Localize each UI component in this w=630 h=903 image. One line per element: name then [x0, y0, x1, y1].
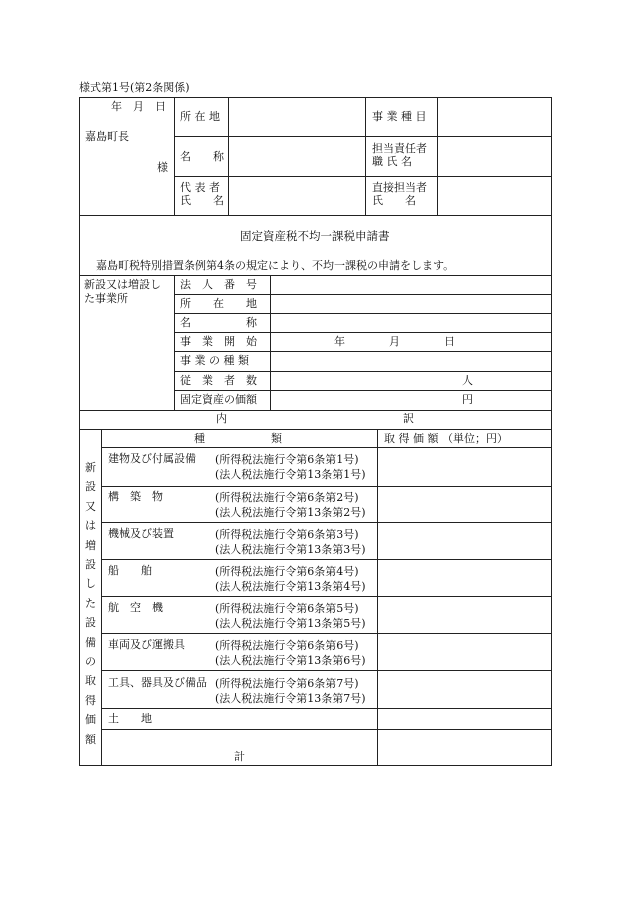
amount-ships-field[interactable] — [378, 560, 551, 596]
amount-total-field[interactable] — [378, 730, 551, 765]
application-title: 固定資産税不均一課税申請書 — [240, 229, 390, 243]
responsible-person-field[interactable] — [438, 137, 551, 176]
office-business-kind-field[interactable] — [271, 352, 551, 371]
line-office-h3 — [174, 332, 552, 333]
breakdown-uchi: 内 — [216, 412, 227, 425]
office-asset-value-unit: 円 — [462, 393, 473, 406]
line-office-bottom — [79, 410, 552, 411]
item-land-name: 土 地 — [108, 712, 152, 725]
office-corporate-number-field[interactable] — [271, 276, 551, 294]
office-address-field[interactable] — [271, 295, 551, 313]
line-office-h6 — [174, 390, 552, 391]
item-structures-refs: (所得税法施行令第6条第2号) (法人税法施行令第13条第2号) — [215, 491, 366, 519]
office-row-name-label: 名 称 — [180, 316, 257, 329]
addressee: 嘉島町長 — [85, 130, 129, 143]
breakdown-amount-header: 取 得 価 額 （単位；円） — [384, 432, 508, 445]
line-header-v1 — [174, 97, 175, 215]
address-field[interactable] — [229, 98, 365, 136]
breakdown-vertical-label: 新 設 又 は 増 設 し た 設 備 の 取 得 価 額 — [85, 461, 96, 746]
office-section-label: 新設又は増設し た事業所 — [84, 278, 161, 305]
item-structures-name: 構 築 物 — [108, 490, 163, 503]
item-ships-refs: (所得税法施行令第6条第4号) (法人税法施行令第13条第4号) — [215, 565, 366, 593]
item-buildings-refs: (所得税法施行令第6条第1号) (法人税法施行令第13条第1号) — [215, 453, 366, 481]
line-uchiwake-bottom — [79, 429, 552, 430]
line-breakdown-v1 — [101, 429, 102, 766]
amount-tools-field[interactable] — [378, 671, 551, 708]
item-ships-name: 船 舶 — [108, 564, 152, 577]
line-header-bottom — [79, 215, 552, 216]
item-vehicles-refs: (所得税法施行令第6条第6号) (法人税法施行令第13条第6号) — [215, 639, 366, 667]
line-right — [551, 97, 552, 766]
amount-buildings-field[interactable] — [378, 448, 551, 486]
amount-structures-field[interactable] — [378, 487, 551, 522]
breakdown-type-header: 種 類 — [194, 432, 282, 445]
application-statement: 嘉島町税特別措置条例第4条の規定により、不均一課税の申請をします。 — [96, 259, 455, 272]
office-start-date-field[interactable]: 年 月 日 — [334, 335, 455, 348]
office-employees-unit: 人 — [462, 374, 473, 387]
amount-land-field[interactable] — [378, 709, 551, 729]
name-label: 名 称 — [180, 150, 224, 163]
amount-aircraft-field[interactable] — [378, 597, 551, 633]
item-machinery-refs: (所得税法施行令第6条第3号) (法人税法施行令第13条第3号) — [215, 528, 366, 556]
item-tools-name: 工具、器具及び備品 — [108, 676, 207, 689]
office-row-employees-label: 従 業 者 数 — [180, 374, 257, 387]
office-row-address-label: 所 在 地 — [180, 297, 257, 310]
direct-contact-field[interactable] — [438, 177, 551, 215]
line-office-h5 — [174, 371, 552, 372]
office-row-corporate-number-label: 法 人 番 号 — [180, 278, 257, 291]
breakdown-wake: 訳 — [403, 412, 414, 425]
addressee-honorific: 様 — [157, 161, 168, 174]
form-id: 様式第1号(第2条関係) — [79, 81, 190, 94]
amount-machinery-field[interactable] — [378, 523, 551, 559]
item-tools-refs: (所得税法施行令第6条第7号) (法人税法施行令第13条第7号) — [215, 677, 366, 705]
item-vehicles-name: 車両及び運搬具 — [108, 638, 185, 651]
total-label: 計 — [234, 750, 245, 763]
business-type-field[interactable] — [438, 98, 551, 136]
item-buildings-name: 建物及び付属設備 — [108, 452, 196, 465]
direct-contact-label: 直接担当者 氏 名 — [372, 181, 427, 207]
date-line: 年 月 日 — [111, 100, 166, 113]
line-header-v3 — [365, 97, 366, 215]
office-name-field[interactable] — [271, 314, 551, 332]
item-aircraft-refs: (所得税法施行令第6条第5号) (法人税法施行令第13条第5号) — [215, 602, 366, 630]
office-row-business-kind-label: 事 業 の 種 類 — [180, 354, 249, 367]
representative-field[interactable] — [229, 177, 365, 215]
office-row-asset-value-label: 固定資産の価額 — [180, 393, 257, 406]
representative-label: 代 表 者 氏 名 — [180, 181, 224, 207]
item-machinery-name: 機械及び装置 — [108, 527, 174, 540]
name-field[interactable] — [229, 137, 365, 176]
business-type-label: 事 業 種 目 — [372, 110, 427, 123]
line-bottom — [79, 765, 552, 766]
item-aircraft-name: 航 空 機 — [108, 601, 163, 614]
amount-vehicles-field[interactable] — [378, 634, 551, 670]
address-label: 所 在 地 — [180, 110, 220, 123]
office-row-start-date-label: 事 業 開 始 — [180, 335, 257, 348]
responsible-person-label: 担当責任者 職 氏 名 — [372, 142, 427, 168]
